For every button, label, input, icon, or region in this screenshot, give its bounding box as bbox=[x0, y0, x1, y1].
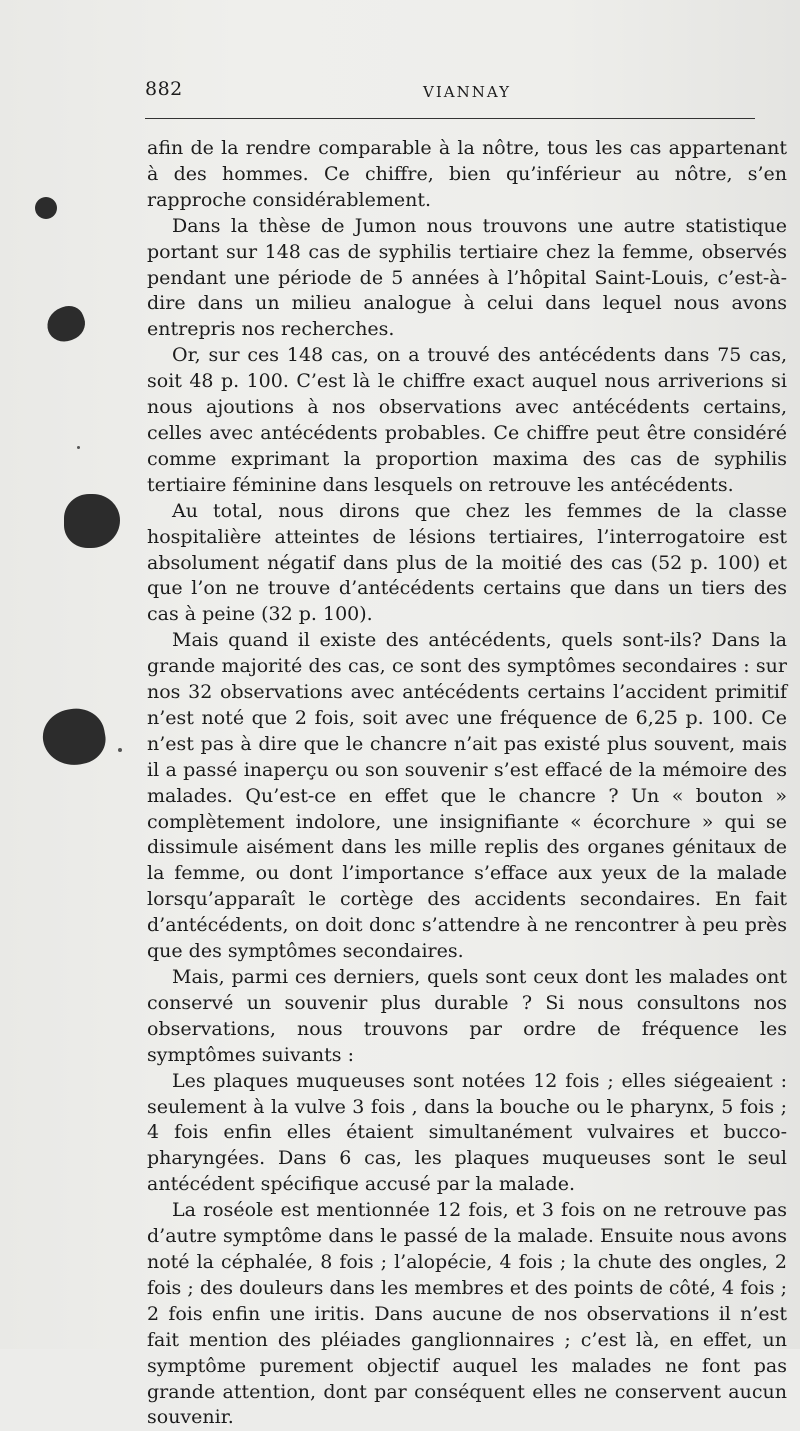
ink-blot bbox=[35, 197, 57, 219]
paragraph: afin de la rendre comparable à la nôtre, tous les cas appartenant à des hommes. Ce chiffre, bien qu’inférieur au nôtre, s’en rapproche considérablement. bbox=[147, 137, 787, 211]
paragraph: Dans la thèse de Jumon nous trouvons une autre statistique portant sur 148 cas de syphilis tertiaire chez la femme, observés pendant une période de 5 années à l’hôpital Saint-Louis, c’est-à-dire dans un milieu analogue à celui dans lequel nous avons entrepris nos recherches. bbox=[147, 214, 787, 341]
paragraph: Or, sur ces 148 cas, on a trouvé des antécédents dans 75 cas, soit 48 p. 100. C’est là le chiffre exact auquel nous arriverions si nous ajoutions à nos observations avec antécédents certains, celles avec antécédents probables. Ce chiffre peut être considéré comme exprimant la proportion maxima des cas de syphilis tertiaire féminine dans lesquels on retrouve les antécédents. bbox=[147, 344, 787, 496]
paragraph: Mais, parmi ces derniers, quels sont ceux dont les malades ont conservé un souvenir plus durable ? Si nous consultons nos observations, nous trouvons par ordre de fréquence les symptômes suivants : bbox=[147, 966, 787, 1066]
paragraph: La roséole est mentionnée 12 fois, et 3 fois on ne retrouve pas d’autre symptôme dans le passé de la malade. Ensuite nous avons noté la céphalée, 8 fois ; l’alopécie, 4 fois ; la chute des ongles, 2 fois ; des douleurs dans les membres et des points de côté, 4 fois ; 2 fois enfin une iritis. Dans aucune de nos observations il n’est fait mention des pléiades ganglionnaires ; c’est là, en effet, un symptôme purement objectif auquel les malades ne font pas grande attention, dont par conséquent elles ne conservent aucun souvenir. bbox=[147, 1199, 787, 1429]
running-head: VIANNAY bbox=[423, 83, 511, 101]
paragraph: Au total, nous dirons que chez les femmes de la classe hospitalière atteintes de lésions tertiaires, l’interrogatoire est absolument négatif dans plus de la moitié des cas (52 p. 100) et que l’on ne trouve d’antécédents certains que dans un tiers des cas à peine (32 p. 100). bbox=[147, 499, 787, 626]
paragraph: Mais quand il existe des antécédents, quels sont-ils? Dans la grande majorité des cas, ce sont des symptômes secondaires : sur nos 32 observations avec antécédents certains l’accident primitif n’est noté que 2 fois, soit avec une fréquence de 6,25 p. 100. Ce n’est pas à dire que le chancre n’ait pas existé plus souvent, mais il a passé inaperçu ou son souvenir s’est effacé de la mémoire des malades. Qu’est-ce en effet que le chancre ? Un « bouton » complètement indolore, une insignifiante « écorchure » qui se dissimule aisément dans les mille replis des organes génitaux de la femme, ou dont l’importance s’efface aux yeux de la malade lorsqu’apparaît le cortège des accidents secondaires. En fait d’antécédents, on doit donc s’attendre à ne rencontrer à peu près que des symptômes secondaires. bbox=[147, 629, 787, 963]
ink-speck bbox=[77, 446, 80, 449]
page-header bbox=[145, 78, 755, 108]
ink-speck bbox=[118, 748, 122, 752]
body-text bbox=[147, 136, 787, 1431]
page-number: 882 bbox=[145, 78, 183, 100]
paragraph: Les plaques muqueuses sont notées 12 fois ; elles siégeaient : seulement à la vulve 3 fois , dans la bouche ou le pharynx, 5 fois ; 4 fois enfin elles étaient simultanément vulvaires et bucco-pharyngées. Dans 6 cas, les plaques muqueuses sont le seul antécédent spécifique accusé par la malade. bbox=[147, 1069, 787, 1196]
ink-blot bbox=[64, 494, 120, 548]
header-rule bbox=[145, 118, 755, 119]
ink-blot bbox=[39, 704, 110, 770]
ink-blot bbox=[42, 302, 89, 347]
